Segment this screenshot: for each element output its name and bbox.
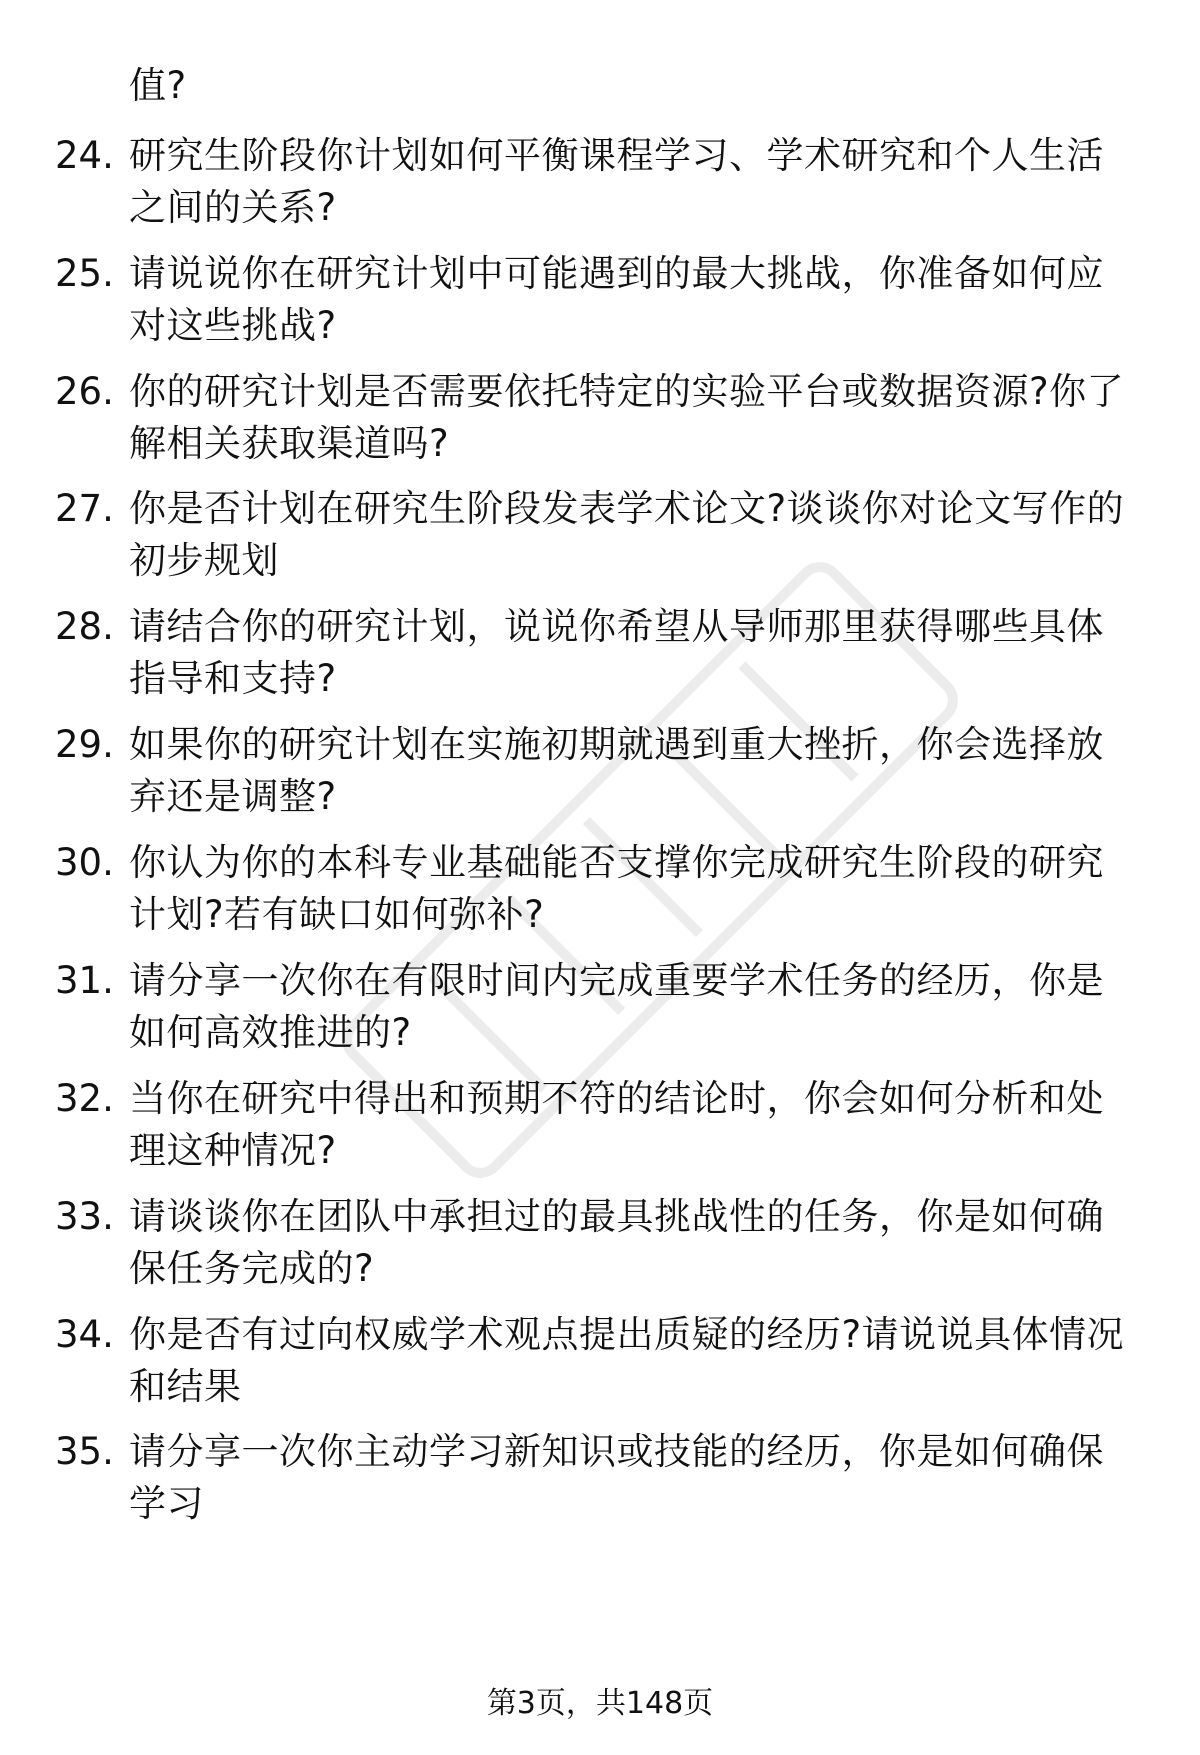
question-number: 30. <box>55 841 114 884</box>
question-text: 你的研究计划是否需要依托特定的实验平台或数据资源?你了解相关获取渠道吗? <box>129 370 1125 465</box>
question-text: 你是否有过向权威学术观点提出质疑的经历?请说说具体情况和结果 <box>129 1313 1125 1408</box>
continued-question-text: 值? <box>129 64 187 107</box>
question-number: 33. <box>55 1195 114 1238</box>
question-text: 你认为你的本科专业基础能否支撑你完成研究生阶段的研究计划?若有缺口如何弥补? <box>129 841 1104 936</box>
question-text: 请分享一次你主动学习新知识或技能的经历，你是如何确保学习 <box>129 1430 1104 1525</box>
question-text: 如果你的研究计划在实施初期就遇到重大挫折，你会选择放弃还是调整? <box>129 723 1104 818</box>
page-footer: 第3页，共148页 <box>486 1686 714 1721</box>
question-number: 31. <box>55 959 114 1002</box>
question-text: 请说说你在研究计划中可能遇到的最大挑战，你准备如何应对这些挑战? <box>129 252 1104 347</box>
question-number: 29. <box>55 723 114 766</box>
question-number: 28. <box>55 605 114 648</box>
question-text: 当你在研究中得出和预期不符的结论时，你会如何分析和处理这种情况? <box>129 1077 1104 1172</box>
question-number: 34. <box>55 1313 114 1356</box>
question-number: 27. <box>55 487 114 530</box>
question-number: 25. <box>55 252 114 295</box>
question-number: 35. <box>55 1430 114 1473</box>
question-text: 研究生阶段你计划如何平衡课程学习、学术研究和个人生活之间的关系? <box>129 134 1104 229</box>
question-text: 请分享一次你在有限时间内完成重要学术任务的经历，你是如何高效推进的? <box>129 959 1104 1054</box>
question-number: 26. <box>55 370 114 413</box>
question-number: 32. <box>55 1077 114 1120</box>
question-text: 请结合你的研究计划，说说你希望从导师那里获得哪些具体指导和支持? <box>129 605 1104 700</box>
question-text: 请谈谈你在团队中承担过的最具挑战性的任务，你是如何确保任务完成的? <box>129 1195 1104 1290</box>
question-text: 你是否计划在研究生阶段发表学术论文?谈谈你对论文写作的初步规划 <box>129 487 1125 582</box>
question-number: 24. <box>55 134 114 177</box>
